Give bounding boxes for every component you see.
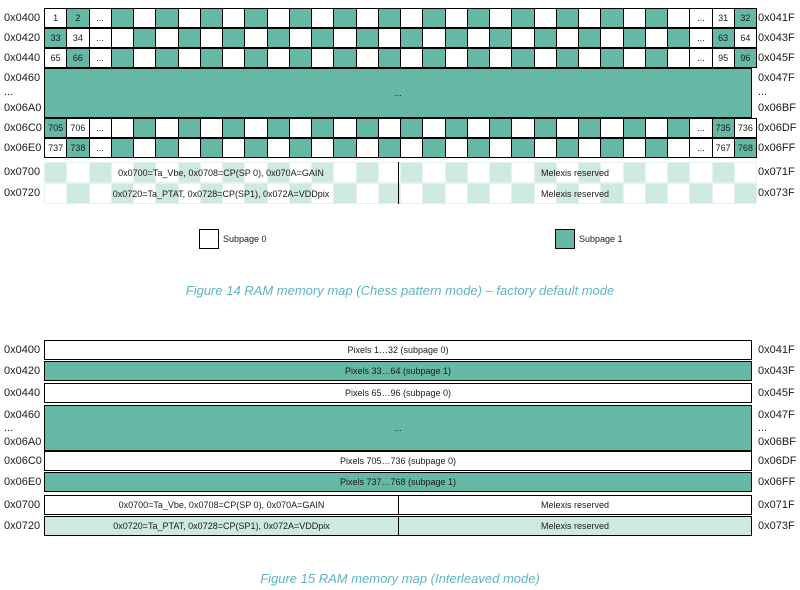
pixel-cell	[311, 28, 334, 48]
pixel-cell	[445, 138, 468, 158]
address-ellipsis: ...	[758, 86, 768, 98]
pixel-cell	[289, 138, 312, 158]
pixel-cell	[667, 48, 690, 68]
aux-cell	[556, 162, 579, 183]
aux-cell	[578, 183, 601, 204]
pixel-cell	[356, 48, 379, 68]
pixel-cell	[333, 48, 356, 68]
address-start: 0x06E0	[4, 476, 42, 488]
pixel-cell	[400, 118, 423, 138]
pixel-cell	[289, 28, 312, 48]
pixel-row: Pixels 1…32 (subpage 0)	[44, 340, 752, 360]
aux-cell	[89, 183, 112, 204]
pixel-cell	[422, 118, 445, 138]
pixel-cell	[178, 28, 201, 48]
pixel-cell	[333, 118, 356, 138]
address-start: 0x0460	[4, 409, 41, 421]
pixel-cell-label: 738	[66, 138, 89, 158]
pixel-cell	[133, 28, 156, 48]
pixel-cell	[623, 138, 646, 158]
pixel-cell-label: 34	[66, 28, 89, 48]
pixel-cell	[645, 28, 668, 48]
aux-cell	[289, 183, 312, 204]
aux-cell	[667, 162, 690, 183]
address-end: 0x06FF	[758, 142, 796, 154]
aux-cell	[267, 162, 290, 183]
pixel-cell	[667, 8, 690, 28]
aux-cell	[689, 162, 712, 183]
aux-cell	[600, 183, 623, 204]
pixel-cell-label: ...	[689, 118, 712, 138]
address-start: 0x0400	[4, 12, 41, 24]
aux-cell	[289, 162, 312, 183]
pixel-cell	[534, 28, 557, 48]
aux-cell	[356, 183, 379, 204]
aux-row-divider	[398, 183, 399, 204]
aux-cell	[356, 162, 379, 183]
pixel-cell	[244, 28, 267, 48]
aux-row-text: 0x0700=Ta_Vbe, 0x0708=CP(SP 0), 0x070A=GAIN	[44, 495, 399, 515]
pixel-cell	[623, 48, 646, 68]
pixel-cell	[467, 8, 490, 28]
figure-15-caption: Figure 15 RAM memory map (Interleaved mode)	[260, 571, 540, 586]
pixel-cell-label: 63	[712, 28, 735, 48]
pixel-cell	[244, 48, 267, 68]
pixel-cell	[467, 28, 490, 48]
aux-cell	[623, 162, 646, 183]
pixel-cell	[378, 118, 401, 138]
aux-cell	[445, 183, 468, 204]
pixel-cell	[111, 8, 134, 28]
address-ellipsis: ...	[4, 86, 14, 98]
pixel-cell	[311, 138, 334, 158]
aux-cell	[89, 162, 112, 183]
pixel-cell	[645, 48, 668, 68]
pixel-cell	[600, 28, 623, 48]
address-start: 0x0440	[4, 387, 41, 399]
pixel-cell	[222, 138, 245, 158]
pixel-cell	[422, 138, 445, 158]
address-start: 0x0700	[4, 166, 41, 178]
pixel-cell-label: 735	[712, 118, 735, 138]
pixel-cell-label: 66	[66, 48, 89, 68]
pixel-cell	[645, 8, 668, 28]
pixel-cell	[133, 138, 156, 158]
pixel-row: Pixels 33…64 (subpage 1)	[44, 361, 752, 381]
pixel-cell-label: ...	[89, 138, 112, 158]
pixel-cell	[578, 138, 601, 158]
aux-cell	[200, 162, 223, 183]
aux-cell	[155, 162, 178, 183]
pixel-cell	[511, 8, 534, 28]
pixel-cell	[400, 8, 423, 28]
aux-cell	[600, 162, 623, 183]
address-ellipsis: ...	[4, 422, 14, 434]
pixel-cell	[289, 48, 312, 68]
address-end: 0x06DF	[758, 455, 797, 467]
pixel-cell	[133, 48, 156, 68]
pixel-cell	[289, 118, 312, 138]
pixel-cell	[111, 48, 134, 68]
pixel-row: Pixels 705…736 (subpage 0)	[44, 451, 752, 471]
pixel-cell	[600, 48, 623, 68]
pixel-cell-label: 31	[712, 8, 735, 28]
pixel-cell	[267, 28, 290, 48]
pixel-cell	[267, 48, 290, 68]
pixel-cell-label: 65	[44, 48, 67, 68]
pixel-cell-label: ...	[689, 138, 712, 158]
pixel-cell	[356, 118, 379, 138]
pixel-cell	[222, 28, 245, 48]
pixel-cell	[378, 28, 401, 48]
pixel-cell	[511, 48, 534, 68]
address-start: 0x06A0	[4, 102, 42, 114]
aux-cell	[244, 183, 267, 204]
rows-0460-06BF-band: ...	[44, 68, 752, 118]
pixel-cell	[600, 138, 623, 158]
aux-cell	[578, 162, 601, 183]
pixel-cell	[311, 118, 334, 138]
aux-cell	[556, 183, 579, 204]
pixel-cell	[422, 8, 445, 28]
pixel-cell	[378, 8, 401, 28]
address-end: 0x073F	[758, 520, 795, 532]
pixel-cell-label: ...	[89, 118, 112, 138]
aux-cell	[222, 183, 245, 204]
pixel-cell	[378, 138, 401, 158]
pixel-cell	[311, 8, 334, 28]
address-end: 0x043F	[758, 365, 795, 377]
address-start: 0x0720	[4, 520, 41, 532]
legend-swatch-subpage1	[555, 229, 575, 249]
pixel-cell	[489, 138, 512, 158]
pixel-cell	[578, 28, 601, 48]
aux-cell	[178, 183, 201, 204]
pixel-cell	[467, 118, 490, 138]
aux-cell	[645, 183, 668, 204]
pixel-cell	[311, 48, 334, 68]
aux-cell	[422, 162, 445, 183]
pixel-cell	[267, 118, 290, 138]
aux-cell	[489, 162, 512, 183]
address-end: 0x043F	[758, 32, 795, 44]
aux-cell	[445, 162, 468, 183]
pixel-cell	[356, 8, 379, 28]
pixel-cell	[356, 138, 379, 158]
aux-cell	[311, 183, 334, 204]
reserved-label: Melexis reserved	[540, 188, 610, 199]
pixel-cell-label: 1	[44, 8, 67, 28]
pixel-cell	[445, 8, 468, 28]
pixel-cell	[378, 48, 401, 68]
aux-row-text: 0x0700=Ta_Vbe, 0x0708=CP(SP 0), 0x070A=GAIN	[118, 167, 324, 178]
pixel-cell	[333, 138, 356, 158]
pixel-cell	[178, 8, 201, 28]
pixel-cell	[155, 28, 178, 48]
pixel-cell	[578, 8, 601, 28]
pixel-cell	[356, 28, 379, 48]
aux-cell	[422, 183, 445, 204]
address-start: 0x06C0	[4, 122, 42, 134]
pixel-cell-label: ...	[689, 48, 712, 68]
pixel-cell	[422, 28, 445, 48]
pixel-cell-label: ...	[89, 8, 112, 28]
pixel-cell	[111, 138, 134, 158]
aux-cell	[400, 183, 423, 204]
aux-cell	[534, 183, 557, 204]
aux-cell	[400, 162, 423, 183]
pixel-cell	[400, 138, 423, 158]
aux-cell	[133, 183, 156, 204]
aux-cell	[734, 162, 757, 183]
aux-cell	[689, 183, 712, 204]
pixel-cell-label: 705	[44, 118, 67, 138]
pixel-cell-label: 95	[712, 48, 735, 68]
aux-row-text: 0x0720=Ta_PTAT, 0x0728=CP(SP1), 0x072A=VDDpix	[112, 188, 330, 199]
address-end: 0x071F	[758, 499, 795, 511]
aux-cell	[111, 183, 134, 204]
reserved-label: Melexis reserved	[398, 516, 752, 536]
address-start: 0x0440	[4, 52, 41, 64]
aux-cell	[66, 162, 89, 183]
pixel-cell	[667, 118, 690, 138]
pixel-cell	[200, 28, 223, 48]
pixel-row: Pixels 737…768 (subpage 1)	[44, 472, 752, 492]
pixel-cell-label: ...	[689, 28, 712, 48]
address-end: 0x047F	[758, 72, 795, 84]
aux-cell	[155, 183, 178, 204]
address-end: 0x06BF	[758, 102, 796, 114]
rows-0460-06BF-band: ...	[44, 405, 752, 451]
aux-cell	[712, 162, 735, 183]
aux-cell	[133, 162, 156, 183]
address-start: 0x06E0	[4, 142, 42, 154]
aux-cell	[734, 183, 757, 204]
aux-cell	[244, 162, 267, 183]
pixel-cell	[178, 138, 201, 158]
legend-swatch-subpage0	[199, 229, 219, 249]
pixel-cell	[467, 48, 490, 68]
pixel-cell	[600, 118, 623, 138]
aux-cell	[222, 162, 245, 183]
pixel-cell	[200, 8, 223, 28]
pixel-cell	[534, 118, 557, 138]
pixel-cell	[445, 28, 468, 48]
address-start: 0x0420	[4, 32, 41, 44]
aux-cell	[44, 183, 67, 204]
pixel-cell	[244, 118, 267, 138]
pixel-cell	[200, 118, 223, 138]
pixel-cell-label: ...	[89, 48, 112, 68]
pixel-cell	[556, 48, 579, 68]
pixel-cell	[155, 48, 178, 68]
pixel-cell	[267, 8, 290, 28]
pixel-cell	[178, 48, 201, 68]
aux-cell	[111, 162, 134, 183]
pixel-cell-label: 737	[44, 138, 67, 158]
aux-cell	[267, 183, 290, 204]
address-end: 0x071F	[758, 166, 795, 178]
address-end: 0x073F	[758, 187, 795, 199]
pixel-cell	[155, 138, 178, 158]
pixel-row: Pixels 65…96 (subpage 0)	[44, 383, 752, 403]
pixel-cell-label: ...	[89, 28, 112, 48]
pixel-cell	[556, 138, 579, 158]
pixel-cell-label: 2	[66, 8, 89, 28]
pixel-cell	[267, 138, 290, 158]
pixel-cell	[556, 118, 579, 138]
pixel-cell	[244, 8, 267, 28]
pixel-cell	[489, 118, 512, 138]
pixel-cell	[333, 28, 356, 48]
pixel-cell	[623, 28, 646, 48]
reserved-label: Melexis reserved	[398, 495, 752, 515]
pixel-cell-label: ...	[689, 8, 712, 28]
address-end: 0x06FF	[758, 476, 796, 488]
pixel-cell	[289, 8, 312, 28]
pixel-cell	[333, 8, 356, 28]
address-end: 0x041F	[758, 344, 795, 356]
address-start: 0x06A0	[4, 436, 42, 448]
aux-cell	[333, 183, 356, 204]
pixel-cell	[445, 48, 468, 68]
pixel-cell	[645, 118, 668, 138]
pixel-cell	[244, 138, 267, 158]
aux-cell	[178, 162, 201, 183]
address-start: 0x0720	[4, 187, 41, 199]
address-end: 0x041F	[758, 12, 795, 24]
aux-row-text: 0x0720=Ta_PTAT, 0x0728=CP(SP1), 0x072A=VDDpix	[44, 516, 399, 536]
pixel-cell	[667, 28, 690, 48]
pixel-cell	[200, 138, 223, 158]
pixel-cell	[578, 118, 601, 138]
pixel-cell	[623, 118, 646, 138]
pixel-cell	[178, 118, 201, 138]
pixel-cell	[155, 118, 178, 138]
pixel-cell	[489, 48, 512, 68]
pixel-cell	[489, 28, 512, 48]
pixel-cell	[623, 8, 646, 28]
aux-cell	[311, 162, 334, 183]
pixel-cell	[511, 118, 534, 138]
address-start: 0x0400	[4, 344, 41, 356]
aux-cell	[534, 162, 557, 183]
aux-cell	[333, 162, 356, 183]
figure-14-caption: Figure 14 RAM memory map (Chess pattern mode) – factory default mode	[185, 283, 615, 298]
pixel-cell	[222, 48, 245, 68]
aux-cell	[66, 183, 89, 204]
pixel-cell-label: 33	[44, 28, 67, 48]
pixel-cell	[556, 8, 579, 28]
pixel-cell	[445, 118, 468, 138]
pixel-cell	[534, 138, 557, 158]
address-end: 0x045F	[758, 387, 795, 399]
aux-cell	[489, 183, 512, 204]
pixel-cell	[400, 28, 423, 48]
aux-cell	[645, 162, 668, 183]
pixel-cell	[645, 138, 668, 158]
pixel-cell	[534, 8, 557, 28]
pixel-cell	[422, 48, 445, 68]
address-start: 0x0700	[4, 499, 41, 511]
aux-cell	[467, 162, 490, 183]
pixel-cell	[155, 8, 178, 28]
aux-cell	[200, 183, 223, 204]
pixel-cell	[511, 28, 534, 48]
reserved-label: Melexis reserved	[540, 167, 610, 178]
address-start: 0x0460	[4, 72, 41, 84]
pixel-cell-label: 736	[734, 118, 757, 138]
aux-cell	[712, 183, 735, 204]
pixel-cell	[222, 8, 245, 28]
aux-cell	[623, 183, 646, 204]
address-end: 0x06DF	[758, 122, 797, 134]
address-end: 0x047F	[758, 409, 795, 421]
pixel-cell	[600, 8, 623, 28]
legend-label-subpage0: Subpage 0	[223, 234, 267, 244]
pixel-cell	[667, 138, 690, 158]
aux-cell	[44, 162, 67, 183]
pixel-cell	[511, 138, 534, 158]
pixel-cell-label: 64	[734, 28, 757, 48]
pixel-cell-label: 768	[734, 138, 757, 158]
pixel-cell	[111, 28, 134, 48]
pixel-cell	[578, 48, 601, 68]
pixel-cell	[133, 118, 156, 138]
legend-label-subpage1: Subpage 1	[579, 234, 623, 244]
pixel-cell-label: 706	[66, 118, 89, 138]
pixel-cell	[467, 138, 490, 158]
pixel-cell	[556, 28, 579, 48]
pixel-cell-label: 96	[734, 48, 757, 68]
pixel-cell	[534, 48, 557, 68]
aux-cell	[511, 162, 534, 183]
pixel-cell-label: 32	[734, 8, 757, 28]
address-start: 0x0420	[4, 365, 41, 377]
address-ellipsis: ...	[758, 422, 768, 434]
aux-cell	[511, 183, 534, 204]
aux-cell	[667, 183, 690, 204]
aux-cell	[467, 183, 490, 204]
address-end: 0x045F	[758, 52, 795, 64]
pixel-cell	[200, 48, 223, 68]
pixel-cell	[111, 118, 134, 138]
pixel-cell	[133, 8, 156, 28]
aux-row-divider	[398, 162, 399, 183]
address-start: 0x06C0	[4, 455, 42, 467]
pixel-cell	[222, 118, 245, 138]
pixel-cell	[489, 8, 512, 28]
pixel-cell-label: 767	[712, 138, 735, 158]
pixel-cell	[400, 48, 423, 68]
address-end: 0x06BF	[758, 436, 796, 448]
